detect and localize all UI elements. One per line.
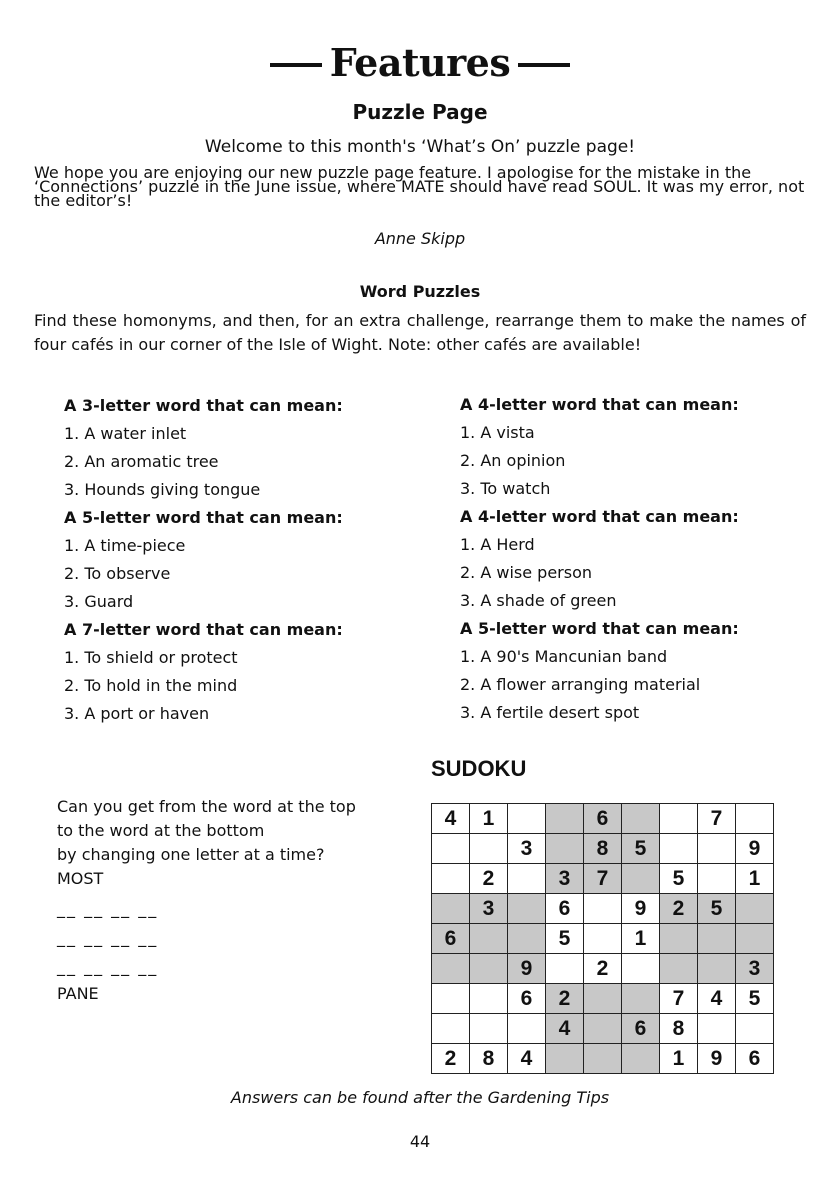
clue-item: 2. An opinion xyxy=(460,451,566,470)
sudoku-cell[interactable]: 6 xyxy=(584,804,622,834)
clue-item: 1. A vista xyxy=(460,423,535,442)
sudoku-row xyxy=(432,894,774,924)
clue-item: 2. An aromatic tree xyxy=(64,452,219,471)
clue-item: 1. A time-piece xyxy=(64,536,186,555)
sudoku-cell[interactable]: 5 xyxy=(622,834,660,864)
sudoku-cell[interactable] xyxy=(622,804,660,834)
sudoku-cell[interactable]: 9 xyxy=(622,894,660,924)
sudoku-cell[interactable]: 9 xyxy=(736,834,774,864)
clue-item: 3. To watch xyxy=(460,479,551,498)
sudoku-cell[interactable] xyxy=(470,954,508,984)
sudoku-cell[interactable]: 4 xyxy=(432,804,470,834)
clue-item: 3. Hounds giving tongue xyxy=(64,480,261,499)
clues-right-column xyxy=(460,395,840,731)
answers-note: Answers can be found after the Gardening Tips xyxy=(230,1088,610,1107)
sudoku-cell[interactable] xyxy=(432,834,470,864)
intro-paragraph: We hope you are enjoying our new puzzle page feature. I apologise for the mistake in the ‘Connections’ puzzle in the June issue, where MATE should have read SOUL. It was my error, not the editor’s! xyxy=(34,163,805,210)
sudoku-cell[interactable]: 6 xyxy=(508,984,546,1014)
sudoku-cell[interactable] xyxy=(584,984,622,1014)
clue-item: 2. A flower arranging material xyxy=(460,675,701,694)
sudoku-cell[interactable] xyxy=(432,984,470,1014)
welcome-text: Welcome to this month's ‘What’s On’ puzzle page! xyxy=(204,137,636,157)
sudoku-cell[interactable] xyxy=(508,1014,546,1044)
sudoku-cell[interactable] xyxy=(736,804,774,834)
page-number: 44 xyxy=(409,1132,431,1151)
sudoku-cell[interactable] xyxy=(584,1014,622,1044)
sudoku-cell[interactable]: 1 xyxy=(622,924,660,954)
sudoku-cell[interactable]: 7 xyxy=(584,864,622,894)
sudoku-cell[interactable] xyxy=(546,954,584,984)
clue-item: 3. A shade of green xyxy=(460,591,617,610)
sudoku-row xyxy=(432,984,774,1014)
ladder-instruction-line: Can you get from the word at the top xyxy=(57,797,356,816)
clue-item: 1. A Herd xyxy=(460,535,535,554)
sudoku-cell[interactable] xyxy=(660,924,698,954)
clue-item: 1. To shield or protect xyxy=(64,648,238,667)
sudoku-cell[interactable] xyxy=(698,924,736,954)
ladder-end-word: PANE xyxy=(57,984,99,1003)
sudoku-cell[interactable] xyxy=(432,894,470,924)
clue-item: 1. A water inlet xyxy=(64,424,187,443)
header-rule-right xyxy=(518,63,570,67)
sudoku-row xyxy=(432,834,774,864)
sudoku-row xyxy=(432,954,774,984)
sudoku-cell[interactable]: 3 xyxy=(470,894,508,924)
sudoku-row xyxy=(432,804,774,834)
section-title: Features xyxy=(329,40,511,85)
sudoku-cell[interactable] xyxy=(698,1014,736,1044)
sudoku-cell[interactable]: 9 xyxy=(508,954,546,984)
clue-heading: A 5-letter word that can mean: xyxy=(64,508,343,527)
sudoku-cell[interactable]: 4 xyxy=(546,1014,584,1044)
sudoku-cell[interactable] xyxy=(622,984,660,1014)
sudoku-cell[interactable]: 3 xyxy=(546,864,584,894)
author-name: Anne Skipp xyxy=(374,229,466,248)
sudoku-cell[interactable]: 7 xyxy=(698,804,736,834)
sudoku-row xyxy=(432,864,774,894)
clue-item: 1. A 90's Mancunian band xyxy=(460,647,668,666)
sudoku-cell[interactable] xyxy=(660,954,698,984)
sudoku-cell[interactable]: 1 xyxy=(470,804,508,834)
clue-item: 3. Guard xyxy=(64,592,134,611)
sudoku-cell[interactable]: 9 xyxy=(698,1044,736,1074)
word-puzzles-title: Word Puzzles xyxy=(359,282,481,301)
sudoku-cell[interactable]: 2 xyxy=(660,894,698,924)
ladder-start-word: MOST xyxy=(57,869,104,888)
sudoku-cell[interactable] xyxy=(736,924,774,954)
clues-left-column xyxy=(64,396,444,732)
sudoku-cell[interactable] xyxy=(622,1044,660,1074)
sudoku-cell[interactable] xyxy=(584,924,622,954)
sudoku-cell[interactable]: 5 xyxy=(660,864,698,894)
clue-heading: A 4-letter word that can mean: xyxy=(460,395,739,414)
sudoku-cell[interactable]: 1 xyxy=(660,1044,698,1074)
sudoku-cell[interactable] xyxy=(546,1044,584,1074)
ladder-instruction-line: to the word at the bottom xyxy=(57,821,265,840)
sudoku-cell[interactable] xyxy=(508,864,546,894)
sudoku-cell[interactable]: 6 xyxy=(432,924,470,954)
sudoku-cell[interactable]: 3 xyxy=(736,954,774,984)
sudoku-cell[interactable]: 6 xyxy=(546,894,584,924)
sudoku-cell[interactable]: 6 xyxy=(622,1014,660,1044)
sudoku-cell[interactable] xyxy=(698,954,736,984)
sudoku-cell[interactable] xyxy=(432,1014,470,1044)
word-puzzles-instructions: Find these homonyms, and then, for an extra challenge, rearrange them to make the names of four cafés in our corner of the Isle of Wight. Note: other cafés are available! xyxy=(34,311,806,354)
sudoku-cell[interactable]: 5 xyxy=(736,984,774,1014)
sudoku-cell[interactable] xyxy=(698,864,736,894)
sudoku-cell[interactable] xyxy=(622,864,660,894)
clue-item: 3. A port or haven xyxy=(64,704,210,723)
sudoku-cell[interactable] xyxy=(546,804,584,834)
sudoku-cell[interactable]: 8 xyxy=(584,834,622,864)
sudoku-cell[interactable] xyxy=(508,894,546,924)
page-title: Puzzle Page xyxy=(352,100,488,124)
sudoku-cell[interactable] xyxy=(470,984,508,1014)
sudoku-row xyxy=(432,924,774,954)
ladder-blank[interactable]: __ __ __ __ xyxy=(57,928,159,947)
sudoku-cell[interactable] xyxy=(432,954,470,984)
sudoku-cell[interactable] xyxy=(470,924,508,954)
sudoku-cell[interactable]: 1 xyxy=(736,864,774,894)
sudoku-cell[interactable] xyxy=(546,834,584,864)
sudoku-cell[interactable] xyxy=(736,1014,774,1044)
sudoku-cell[interactable] xyxy=(508,804,546,834)
ladder-blank[interactable]: __ __ __ __ xyxy=(57,899,159,918)
sudoku-cell[interactable]: 4 xyxy=(698,984,736,1014)
header-rule-left xyxy=(270,63,322,67)
sudoku-cell[interactable] xyxy=(432,864,470,894)
sudoku-cell[interactable]: 2 xyxy=(584,954,622,984)
sudoku-grid xyxy=(431,803,774,1074)
sudoku-cell[interactable]: 5 xyxy=(698,894,736,924)
clue-heading: A 5-letter word that can mean: xyxy=(460,619,739,638)
sudoku-cell[interactable]: 6 xyxy=(736,1044,774,1074)
sudoku-cell[interactable] xyxy=(736,894,774,924)
sudoku-cell[interactable] xyxy=(584,894,622,924)
sudoku-cell[interactable]: 2 xyxy=(432,1044,470,1074)
sudoku-cell[interactable] xyxy=(584,1044,622,1074)
sudoku-cell[interactable]: 7 xyxy=(660,984,698,1014)
sudoku-cell[interactable]: 8 xyxy=(470,1044,508,1074)
word-ladder xyxy=(57,797,402,1008)
sudoku-row xyxy=(432,1014,774,1044)
sudoku-cell[interactable] xyxy=(470,1014,508,1044)
sudoku-cell[interactable]: 3 xyxy=(508,834,546,864)
clue-heading: A 3-letter word that can mean: xyxy=(64,396,343,415)
sudoku-cell[interactable]: 4 xyxy=(508,1044,546,1074)
sudoku-cell[interactable]: 2 xyxy=(546,984,584,1014)
sudoku-cell[interactable]: 5 xyxy=(546,924,584,954)
clue-item: 3. A fertile desert spot xyxy=(460,703,640,722)
clue-item: 2. A wise person xyxy=(460,563,593,582)
sudoku-cell[interactable]: 2 xyxy=(470,864,508,894)
sudoku-cell[interactable] xyxy=(508,924,546,954)
sudoku-cell[interactable] xyxy=(660,834,698,864)
clue-heading: A 4-letter word that can mean: xyxy=(460,507,739,526)
clue-item: 2. To observe xyxy=(64,564,171,583)
clue-item: 2. To hold in the mind xyxy=(64,676,238,695)
section-header xyxy=(0,40,840,85)
sudoku-cell[interactable]: 8 xyxy=(660,1014,698,1044)
sudoku-cell[interactable] xyxy=(622,954,660,984)
sudoku-row xyxy=(432,1044,774,1074)
sudoku-cell[interactable] xyxy=(660,804,698,834)
ladder-instruction-line: by changing one letter at a time? xyxy=(57,845,325,864)
sudoku-cell[interactable] xyxy=(698,834,736,864)
sudoku-cell[interactable] xyxy=(470,834,508,864)
clue-heading: A 7-letter word that can mean: xyxy=(64,620,343,639)
ladder-blank[interactable]: __ __ __ __ xyxy=(57,957,159,976)
sudoku-title: SUDOKU xyxy=(431,756,527,781)
